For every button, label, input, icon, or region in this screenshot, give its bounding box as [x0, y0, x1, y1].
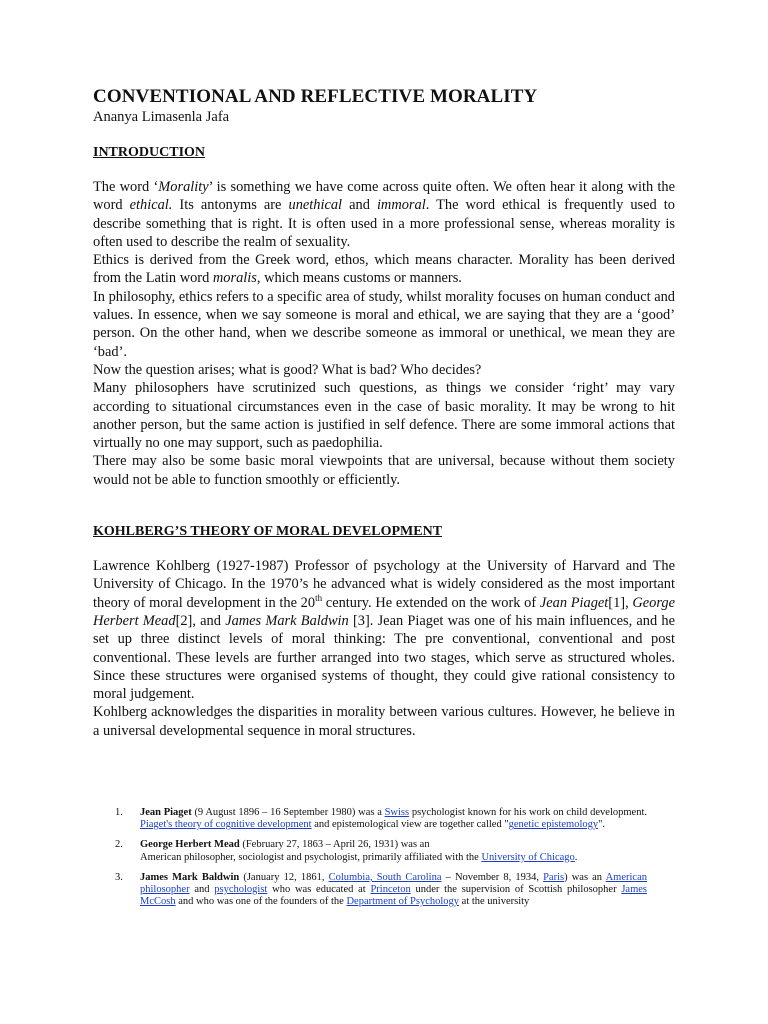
- link-james-mccosh[interactable]: James McCosh: [140, 884, 647, 908]
- intro-paragraph-4: Now the question arises; what is good? What is bad? Who decides?: [93, 361, 482, 378]
- footnote-2: 2. George Herbert Mead (February 27, 1863 – April 26, 1931) was an American philosopher, sociologist and psychologist, primarily affiliated with the University of Chicago.: [115, 839, 578, 863]
- link-philosopher[interactable]: philosopher: [140, 884, 190, 896]
- footnote-1: 1. Jean Piaget (9 August 1896 – 16 September 1980) was a Swiss psychologist known for his work on child development. Piaget's theory of cognitive development and epistemological view are together called "genetic epistemology".: [115, 807, 647, 831]
- link-princeton[interactable]: Princeton: [370, 884, 411, 896]
- intro-paragraph-5: Many philosophers have scrutinized such questions, as things we consider ‘right’ may vary according to situational circumstances even in the case of basic morality. It may be wrong to hit another person, but the same action is justified in self defence. There are some immoral actions that virtually no one may support, such as paedophilia.: [93, 380, 675, 452]
- introduction-heading: INTRODUCTION: [93, 145, 206, 160]
- intro-paragraph-3: In philosophy, ethics refers to a specific area of study, whilst morality focuses on human conduct and values. In essence, when we say someone is moral and ethical, we are saying that they are a ‘good’ person. On the other hand, when we describe someone as immoral or unethical, we mean they are ‘bad’.: [93, 288, 675, 360]
- link-american[interactable]: American: [605, 871, 647, 883]
- author-name: Ananya Limasenla Jafa: [93, 109, 230, 125]
- intro-paragraph-6: There may also be some basic moral viewpoints that are universal, because without them society would not be able to function smoothly or efficiently.: [93, 453, 675, 488]
- kohlberg-heading: KOHLBERG’S THEORY OF MORAL DEVELOPMENT: [93, 524, 443, 540]
- link-department-of-psychology[interactable]: Department of Psychology: [346, 896, 460, 908]
- link-psychologist[interactable]: psychologist: [214, 884, 268, 896]
- intro-paragraph-1: The word ‘Morality’ is something we have come across quite often. We often hear it along with the word ethical. Its antonyms are unethical and immoral. The word ethical is frequently used to describe something that is right. It is often used in a more professional sense, whereas morality is often used to describe the realm of sexuality.: [93, 179, 675, 250]
- link-genetic-epistemology[interactable]: genetic epistemology: [508, 819, 599, 831]
- document-title: CONVENTIONAL AND REFLECTIVE MORALITY: [93, 86, 538, 107]
- intro-paragraph-2: Ethics is derived from the Greek word, ethos, which means character. Morality has been derived from the Latin word moralis, which means customs or manners.: [93, 252, 675, 287]
- kohlberg-paragraph-2: Kohlberg acknowledges the disparities in morality between various cultures. However, he believe in a universal developmental sequence in moral structures.: [93, 704, 675, 739]
- link-paris[interactable]: Paris: [543, 871, 565, 883]
- document-body: [93, 86, 675, 740]
- footnotes: [115, 807, 647, 916]
- kohlberg-paragraph-1: Lawrence Kohlberg (1927-1987) Professor of psychology at the University of Harvard and The University of Chicago. In the 1970’s he advanced what is widely considered as the most important theory of moral development in the 20th century. He extended on the work of Jean Piaget[1], George Herbert Mead[2], and James Mark Baldwin [3]. Jean Piaget was one of his main influences, and he set up three distinct levels of moral thinking: The pre conventional, conventional and post conventional. These levels are further arranged into two stages, which serve as structured wholes. Since these structures were organised systems of thought, they could give rational consistency to moral judgement.: [93, 558, 676, 703]
- link-university-of-chicago[interactable]: University of Chicago: [481, 851, 575, 863]
- link-swiss[interactable]: Swiss: [384, 807, 410, 818]
- link-piaget-theory[interactable]: Piaget's theory of cognitive development: [140, 819, 312, 831]
- link-columbia-south-carolina[interactable]: Columbia, South Carolina: [328, 871, 442, 883]
- footnote-3: 3. James Mark Baldwin (January 12, 1861, Columbia, South Carolina – November 8, 1934, Paris) was an American philosopher and psychologist who was educated at Princeton under the supervision of Scottish philosopher James McCosh and who was one of the founders of the Department of Psychology at the university: [115, 871, 647, 908]
